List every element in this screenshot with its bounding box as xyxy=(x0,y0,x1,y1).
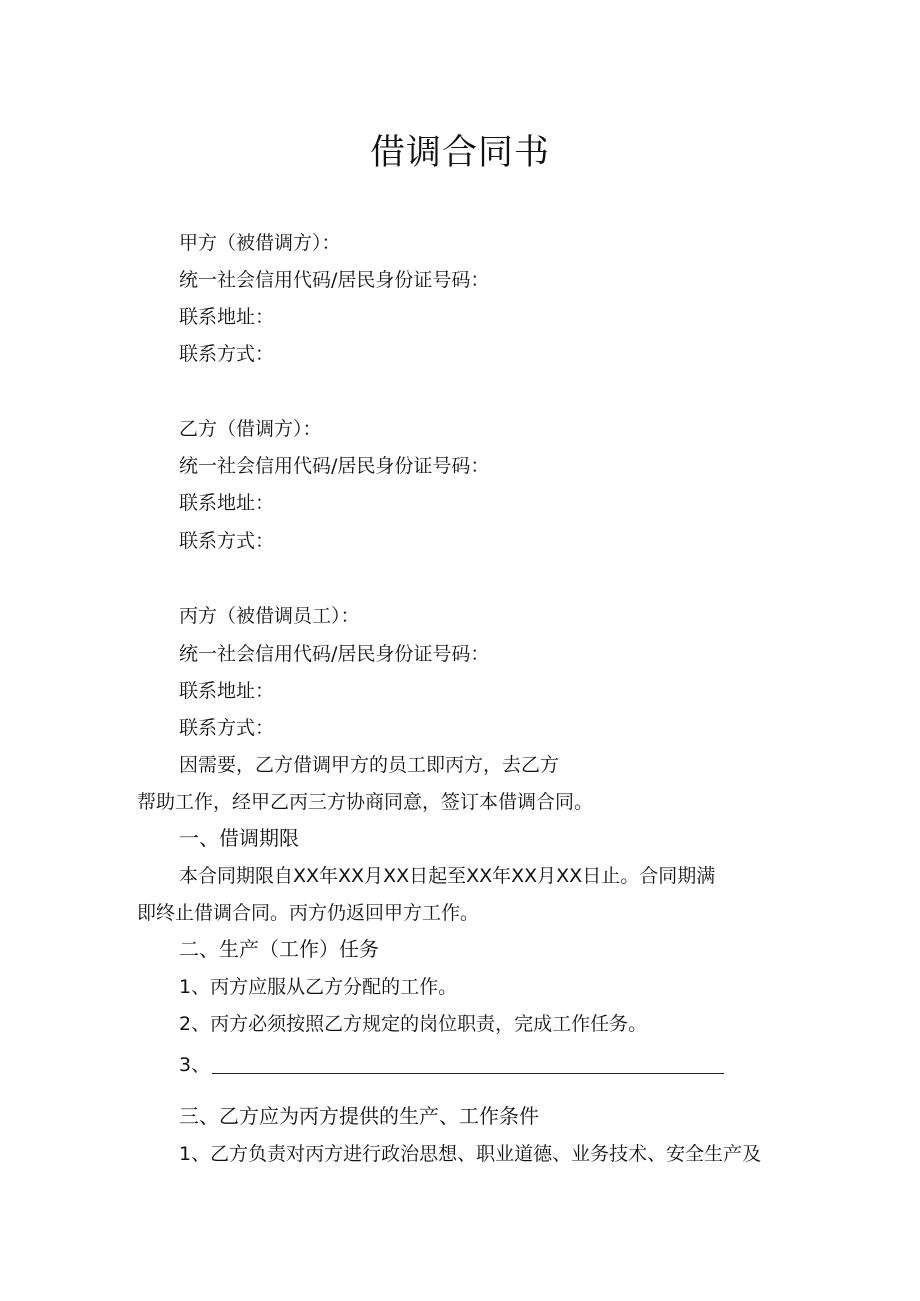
section-2-item-2: 2、丙方必须按照乙方规定的岗位职责，完成工作任务。 xyxy=(179,1013,648,1035)
section-2-item-1: 1、丙方应服从乙方分配的工作。 xyxy=(179,976,458,998)
party-b-contact: 联系方式： xyxy=(179,530,275,552)
intro-line-2: 帮助工作，经甲乙丙三方协商同意，签订本借调合同。 xyxy=(137,791,594,813)
party-c-address: 联系地址： xyxy=(179,680,275,702)
party-c-id-code: 统一社会信用代码/居民身份证号码： xyxy=(179,643,490,665)
party-a-contact: 联系方式： xyxy=(179,343,275,365)
party-c-contact: 联系方式： xyxy=(179,717,275,739)
party-b-address: 联系地址： xyxy=(179,492,275,514)
party-a-label: 甲方（被借调方）： xyxy=(179,232,341,254)
party-c-label: 丙方（被借调员工）： xyxy=(179,605,360,627)
party-b-label: 乙方（借调方）： xyxy=(179,418,322,440)
section-3-item-1: 1、乙方负责对丙方进行政治思想、职业道德、业务技术、安全生产及 xyxy=(179,1143,762,1165)
party-a-address: 联系地址： xyxy=(179,306,275,328)
section-2-item-3: 3、 xyxy=(179,1054,211,1076)
intro-line-1: 因需要，乙方借调甲方的员工即丙方，去乙方 xyxy=(179,754,560,776)
section-2-heading: 二、生产（工作）任务 xyxy=(179,937,379,961)
party-b-id-code: 统一社会信用代码/居民身份证号码： xyxy=(179,455,490,477)
section-1-heading: 一、借调期限 xyxy=(179,826,299,850)
section-1-line-1: 本合同期限自XX年XX月XX日起至XX年XX月XX日止。合同期满 xyxy=(179,865,716,887)
fill-in-blank-line xyxy=(212,1073,724,1074)
document-title: 借调合同书 xyxy=(369,133,550,173)
party-a-id-code: 统一社会信用代码/居民身份证号码： xyxy=(179,269,490,291)
section-1-line-2: 即终止借调合同。丙方仍返回甲方工作。 xyxy=(137,902,480,924)
section-3-heading: 三、乙方应为丙方提供的生产、工作条件 xyxy=(179,1104,539,1128)
